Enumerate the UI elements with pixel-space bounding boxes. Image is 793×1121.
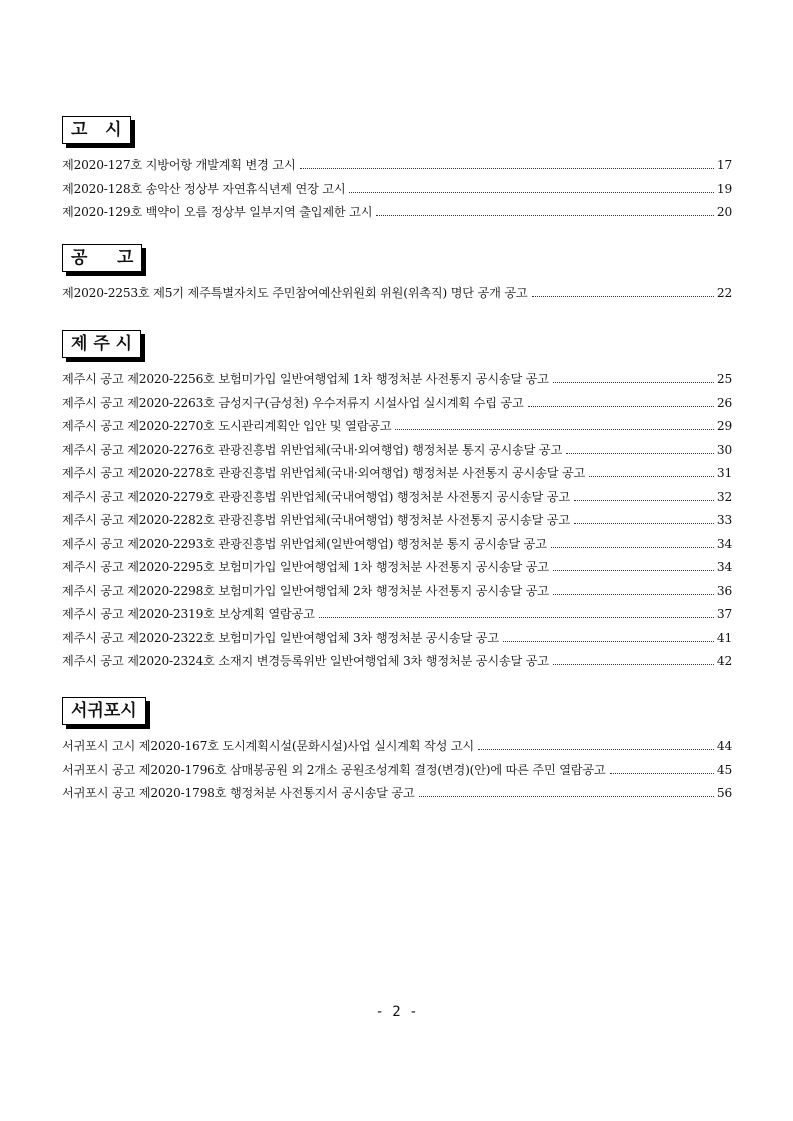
entry-page: 19 xyxy=(716,181,732,196)
section-gosi xyxy=(62,116,732,225)
entry-title: 제2020-127호 지방어항 개발계획 변경 고시 xyxy=(62,158,296,172)
toc-entry[interactable] xyxy=(62,759,732,783)
entry-title: 제주시 공고 제2020-2324호 소재지 변경등록위반 일반여행업체 3차 행정처분 공시송달 공고 xyxy=(62,654,549,668)
toc-entry[interactable] xyxy=(62,735,732,759)
dot-leader xyxy=(319,617,714,618)
toc-entry[interactable] xyxy=(62,282,732,306)
entry-page: 42 xyxy=(716,654,732,668)
dot-leader xyxy=(553,570,714,571)
toc-entry[interactable] xyxy=(62,556,732,580)
entry-title: 제주시 공고 제2020-2293호 관광진흥법 위반업체(일반여행업) 행정처분 통지 공시송달 공고 xyxy=(62,536,547,551)
page-number: - 2 - xyxy=(375,1004,418,1020)
section-heading: 공 고 xyxy=(62,244,142,272)
entry-page: 45 xyxy=(716,762,732,777)
entry-page: 37 xyxy=(716,607,732,621)
dot-leader xyxy=(553,382,714,383)
dot-leader xyxy=(553,594,714,595)
toc-entry[interactable] xyxy=(62,368,732,392)
entry-page: 32 xyxy=(716,489,732,504)
entry-page: 31 xyxy=(716,466,732,480)
dot-leader xyxy=(566,453,714,454)
toc-entry[interactable] xyxy=(62,392,732,416)
toc-entry[interactable] xyxy=(62,580,732,604)
entry-page: 56 xyxy=(716,786,732,800)
entry-title: 제주시 공고 제2020-2282호 관광진흥법 위반업체(국내여행업) 행정처분 사전통지 공시송달 공고 xyxy=(62,513,570,527)
toc-entry[interactable] xyxy=(62,439,732,463)
toc-entry[interactable] xyxy=(62,201,732,225)
toc-entry[interactable] xyxy=(62,462,732,486)
toc-entry[interactable] xyxy=(62,782,732,806)
section-heading: 제 주 시 xyxy=(62,330,141,358)
entry-page: 33 xyxy=(716,513,732,527)
dot-leader xyxy=(574,523,714,524)
entry-title: 제주시 공고 제2020-2298호 보험미가입 일반여행업체 2차 행정처분 사전통지 공시송달 공고 xyxy=(62,583,549,598)
entry-title: 제주시 공고 제2020-2270호 도시관리계획안 입안 및 열람공고 xyxy=(62,419,392,433)
dot-leader xyxy=(610,773,714,774)
entry-page: 44 xyxy=(716,739,732,753)
dot-leader xyxy=(478,749,714,750)
toc-entry[interactable] xyxy=(62,650,732,674)
entry-page: 41 xyxy=(716,630,732,645)
dot-leader xyxy=(589,476,714,477)
section-seogwipo-city xyxy=(62,697,732,806)
entry-page: 29 xyxy=(716,419,732,433)
entry-page: 34 xyxy=(716,536,732,551)
dot-leader xyxy=(503,641,714,642)
dot-leader xyxy=(553,664,714,665)
entry-page: 30 xyxy=(716,442,732,457)
entry-title: 제주시 공고 제2020-2263호 금성지구(금성천) 우수저류지 시설사업 실시계획 수립 공고 xyxy=(62,395,524,410)
dot-leader xyxy=(574,500,714,501)
section-heading: 고 시 xyxy=(62,116,131,144)
dot-leader xyxy=(528,406,714,407)
toc-entry[interactable] xyxy=(62,533,732,557)
toc-entry[interactable] xyxy=(62,509,732,533)
entry-page: 22 xyxy=(716,286,732,300)
entry-page: 36 xyxy=(716,583,732,598)
dot-leader xyxy=(551,547,714,548)
toc-entry[interactable] xyxy=(62,603,732,627)
toc-entry[interactable] xyxy=(62,154,732,178)
entry-page: 20 xyxy=(716,205,732,219)
toc-entry[interactable] xyxy=(62,627,732,651)
entry-title: 제주시 공고 제2020-2295호 보험미가입 일반여행업체 1차 행정처분 사전통지 공시송달 공고 xyxy=(62,560,549,574)
dot-leader xyxy=(395,429,713,430)
toc-entry[interactable] xyxy=(62,178,732,202)
entry-page: 26 xyxy=(716,395,732,410)
entry-title: 제주시 공고 제2020-2256호 보험미가입 일반여행업체 1차 행정처분 사전통지 공시송달 공고 xyxy=(62,372,549,386)
entry-title: 제2020-128호 송악산 정상부 자연휴식년제 연장 고시 xyxy=(62,181,346,196)
toc-entry[interactable] xyxy=(62,486,732,510)
entry-page: 17 xyxy=(716,158,732,172)
section-heading: 서귀포시 xyxy=(62,697,146,725)
entry-title: 제주시 공고 제2020-2276호 관광진흥법 위반업체(국내·외여행업) 행정처분 통지 공시송달 공고 xyxy=(62,442,563,457)
entry-page: 34 xyxy=(716,560,732,574)
entry-title: 제2020-2253호 제5기 제주특별자치도 주민참여예산위원회 위원(위촉직) 명단 공개 공고 xyxy=(62,286,528,300)
entry-title: 제주시 공고 제2020-2279호 관광진흥법 위반업체(국내여행업) 행정처분 사전통지 공시송달 공고 xyxy=(62,489,570,504)
dot-leader xyxy=(532,296,714,297)
section-jeju-city xyxy=(62,330,732,674)
entry-title: 제2020-129호 백약이 오름 정상부 일부지역 출입제한 고시 xyxy=(62,205,373,219)
dot-leader xyxy=(419,796,714,797)
toc-entry[interactable] xyxy=(62,415,732,439)
entry-title: 서귀포시 공고 제2020-1798호 행정처분 사전통지서 공시송달 공고 xyxy=(62,786,415,800)
dot-leader xyxy=(349,192,713,193)
entry-page: 25 xyxy=(716,372,732,386)
entry-title: 제주시 공고 제2020-2322호 보험미가입 일반여행업체 3차 행정처분 공시송달 공고 xyxy=(62,630,499,645)
dot-leader xyxy=(300,168,714,169)
entry-title: 제주시 공고 제2020-2278호 관광진흥법 위반업체(국내·외여행업) 행정처분 사전통지 공시송달 공고 xyxy=(62,466,586,480)
dot-leader xyxy=(376,215,714,216)
entry-title: 서귀포시 공고 제2020-1796호 삼매봉공원 외 2개소 공원조성계획 결정(변경)(안)에 따른 주민 열람공고 xyxy=(62,762,606,777)
entry-title: 서귀포시 고시 제2020-167호 도시계획시설(문화시설)사업 실시계획 작성 고시 xyxy=(62,739,474,753)
entry-title: 제주시 공고 제2020-2319호 보상계획 열람공고 xyxy=(62,607,315,621)
section-gonggo xyxy=(62,244,732,306)
